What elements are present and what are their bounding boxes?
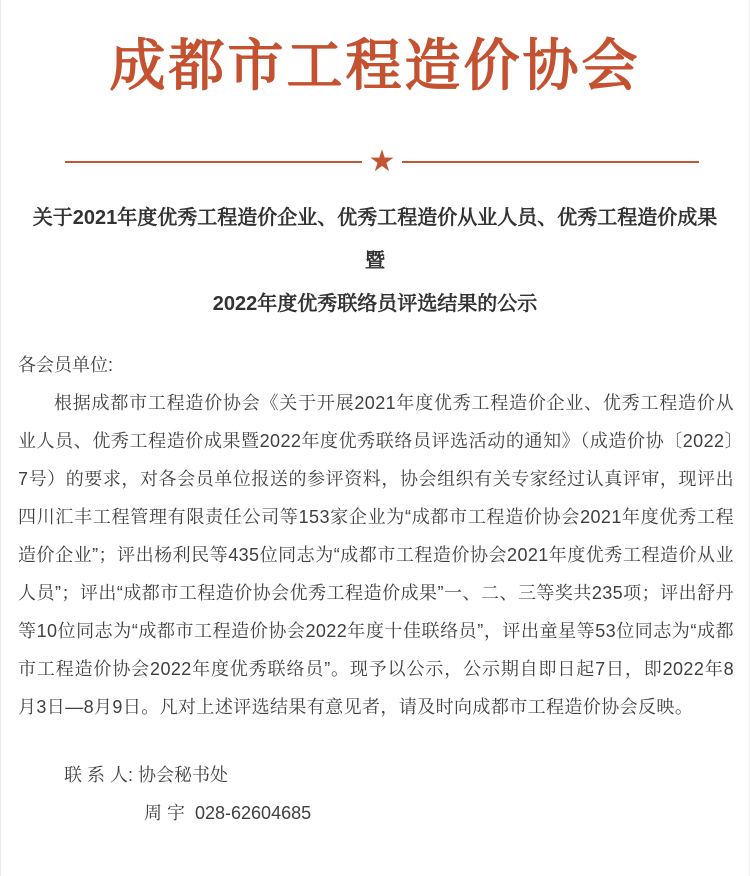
divider-line-left: [65, 161, 362, 163]
notice-content: [1, 346, 749, 832]
notice-title-line-2: 2022年度优秀联络员评选结果的公示: [212, 293, 538, 316]
org-title: 成都市工程造价协会: [109, 36, 641, 98]
star-icon: ★: [368, 145, 396, 179]
contact-block: [64, 756, 734, 832]
contact-phone-line: 周 宇 028-62604685: [144, 803, 312, 824]
divider-line-right: [402, 161, 699, 163]
salutation: 各会员单位:: [18, 355, 114, 376]
notice-title-line-1: 关于2021年度优秀工程造价企业、优秀工程造价从业人员、优秀工程造价成果暨: [32, 207, 718, 273]
notice-title: [25, 197, 725, 326]
notice-body-paragraph: 根据成都市工程造价协会《关于开展2021年度优秀工程造价企业、优秀工程造价从业人员、优秀工程造价成果暨2022年度优秀联络员评选活动的通知》（成造价协〔2022〕7号）的要求，对各会员单位报送的参评资料，协会组织有关专家经过认真评审，现评出四川汇丰工程管理有限责任公司等153家企业为“成都市工程造价协会2021年度优秀工程造价企业”；评出杨利民等435位同志为“成都市工程造价协会2021年度优秀工程造价从业人员”；评出“成都市工程造价协会优秀工程造价成果”一、二、三等奖共235项；评出舒丹等10位同志为“成都市工程造价协会2022年度十佳联络员”，评出童星等53位同志为“成都市工程造价协会2022年度优秀联络员”。现予以公示，公示期自即日起7日，即2022年8月3日—8月9日。凡对上述评选结果有意见者，请及时向成都市工程造价协会反映。: [18, 393, 734, 718]
star-divider: [65, 147, 699, 177]
contact-person-line: 联 系 人: 协会秘书处: [64, 765, 229, 786]
masthead: [1, 0, 749, 177]
